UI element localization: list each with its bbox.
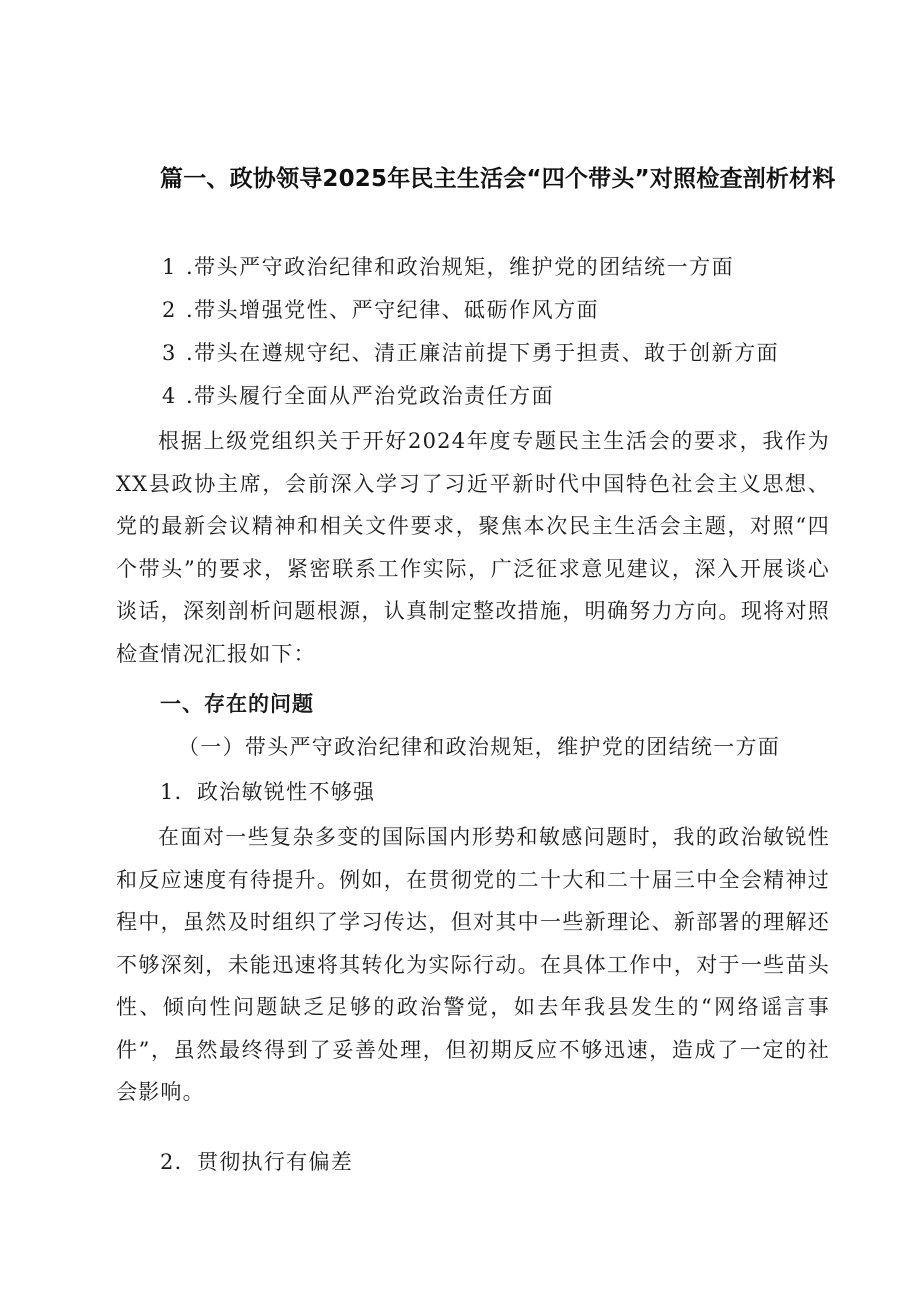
document-title: 篇一、政协领导2025年民主生活会“四个带头”对照检查剖析材料	[160, 166, 836, 192]
toc-item-text: .带头增强党性、严守纪律、砥砺作风方面	[186, 298, 600, 322]
intro-paragraph: 根据上级党组织关于开好2024年度专题民主生活会的要求，我作为XX县政协主席，会前深入学习了习近平新时代中国特色社会主义思想、党的最新会议精神和相关文件要求，聚焦本次民主生活会主题，对照“四个带头”的要求，紧密联系工作实际，广泛征求意见建议，深入开展谈心谈话，深刻剖析问题根源，认真制定整改措施，明确努力方向。现将对照检查情况汇报如下：	[116, 429, 830, 666]
toc-item-number: 1	[162, 255, 177, 279]
item-heading: 2．贯彻执行有偏差	[160, 1150, 354, 1174]
toc-item-text: .带头在遵规守纪、清正廉洁前提下勇于担责、敢于创新方面	[186, 341, 780, 365]
toc-item	[160, 382, 860, 425]
toc-item	[160, 339, 860, 382]
toc-item	[160, 296, 860, 339]
toc-list	[160, 253, 860, 425]
section-heading: 一、存在的问题	[160, 692, 314, 716]
toc-item-number: 3	[162, 341, 177, 365]
toc-item-number: 2	[162, 298, 177, 322]
toc-item-text: .带头履行全面从严治党政治责任方面	[186, 384, 555, 408]
item-body-paragraph: 在面对一些复杂多变的国际国内形势和敏感问题时，我的政治敏锐性和反应速度有待提升。例如，在贯彻党的二十大和二十届三中全会精神过程中，虽然及时组织了学习传达，但对其中一些新理论、新部署的理解还不够深刻，未能迅速将其转化为实际行动。在具体工作中，对于一些苗头性、倾向性问题缺乏足够的政治警觉，如去年我县发生的“网络谣言事件”，虽然最终得到了妥善处理，但初期反应不够迅速，造成了一定的社会影响。	[116, 825, 830, 1104]
toc-item	[160, 253, 860, 296]
subsection-heading: （一）带头严守政治纪律和政治规矩，维护党的团结统一方面	[178, 735, 781, 759]
toc-item-text: .带头严守政治纪律和政治规矩，维护党的团结统一方面	[186, 255, 735, 279]
item-heading: 1．政治敏锐性不够强	[160, 780, 376, 804]
toc-item-number: 4	[162, 384, 177, 408]
